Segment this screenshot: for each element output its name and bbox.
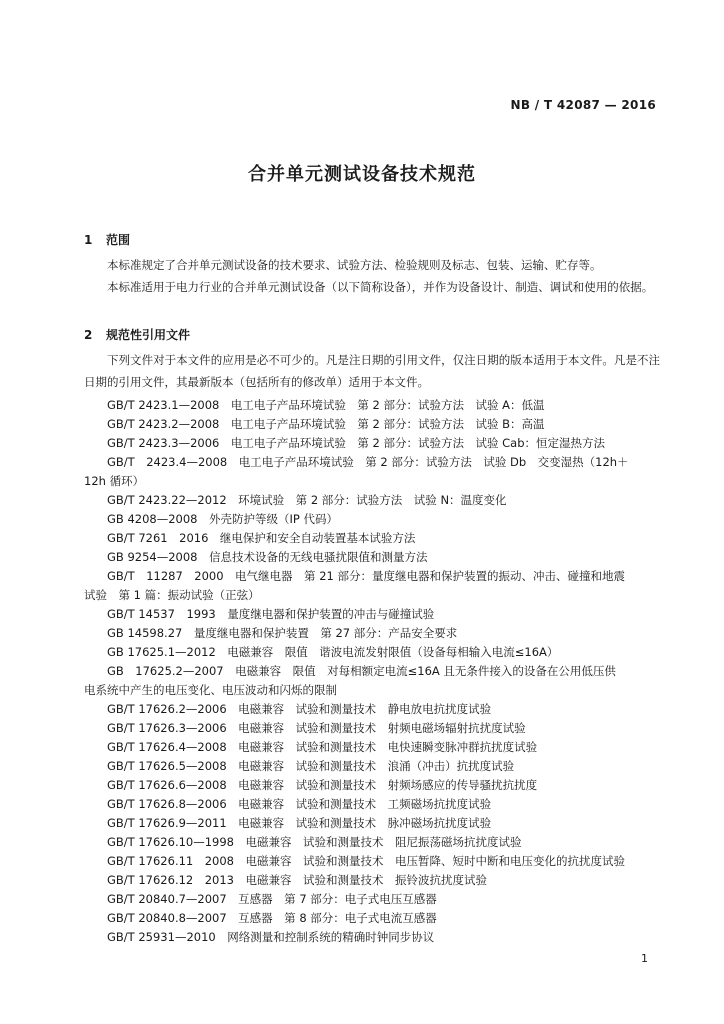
section-2-heading <box>84 326 190 343</box>
reference-item: GB/T 17626.10—1998 电磁兼容 试验和测量技术 阻尼振荡磁场抗扰度试验 <box>107 835 522 849</box>
reference-item: GB/T 17626.4—2008 电磁兼容 试验和测量技术 电快速瞬变脉冲群抗扰度试验 <box>107 740 538 754</box>
reference-item: GB 9254—2008 信息技术设备的无线电骚扰限值和测量方法 <box>107 550 428 564</box>
section-1-para-1-text: 本标准规定了合并单元测试设备的技术要求、试验方法、检验规则及标志、包装、运输、贮存等。 <box>107 258 602 272</box>
reference-item: GB/T 11287 2000 电气继电器 第 21 部分：量度继电器和保护装置的振动、冲击、碰撞和地震 <box>107 569 625 583</box>
reference-item: GB/T 17626.11 2008 电磁兼容 试验和测量技术 电压暂降、短时中断和电压变化的抗扰度试验 <box>107 854 625 868</box>
reference-item: GB 4208—2008 外壳防护等级（IP 代码） <box>107 512 338 526</box>
reference-item: GB/T 7261 2016 继电保护和安全自动装置基本试验方法 <box>107 531 416 545</box>
reference-item: GB/T 2423.22—2012 环境试验 第 2 部分：试验方法 试验 N：温度变化 <box>107 493 507 507</box>
reference-item: GB/T 14537 1993 量度继电器和保护装置的冲击与碰撞试验 <box>107 607 435 621</box>
section-1-para-2-text: 本标准适用于电力行业的合并单元测试设备（以下简称设备），并作为设备设计、制造、调试和使用的依据。 <box>107 280 654 294</box>
standard-code: NB / T 42087 — 2016 <box>510 98 656 112</box>
reference-item: GB/T 17626.9—2011 电磁兼容 试验和测量技术 脉冲磁场抗扰度试验 <box>107 816 492 830</box>
reference-item: GB/T 2423.4—2008 电工电子产品环境试验 第 2 部分：试验方法 试验 Db 交变湿热（12h＋ <box>107 455 629 469</box>
reference-item-continuation: 电系统中产生的电压变化、电压波动和闪烁的限制 <box>84 683 337 697</box>
reference-item-continuation: 试验 第 1 篇：振动试验（正弦） <box>84 588 260 602</box>
reference-item: GB/T 25931—2010 网络测量和控制系统的精确时钟同步协议 <box>107 930 435 944</box>
section-2-intro-text: 下列文件对于本文件的应用是必不可少的。凡是注日期的引用文件，仅注日期的版本适用于本文件。凡是不注日期的引用文件，其最新版本（包括所有的修改单）适用于本文件。 <box>84 353 660 389</box>
reference-item: GB/T 20840.7—2007 互感器 第 7 部分：电子式电压互感器 <box>107 892 437 906</box>
section-2-title: 规范性引用文件 <box>106 328 191 342</box>
reference-item: GB/T 17626.5—2008 电磁兼容 试验和测量技术 浪涌（冲击）抗扰度试验 <box>107 759 515 773</box>
section-1-number: 1 <box>84 233 93 247</box>
reference-item: GB/T 17626.6—2008 电磁兼容 试验和测量技术 射频场感应的传导骚扰抗扰度 <box>107 778 538 792</box>
reference-item: GB/T 17626.3—2006 电磁兼容 试验和测量技术 射频电磁场辐射抗扰度试验 <box>107 721 526 735</box>
reference-item: GB 17625.2—2007 电磁兼容 限值 对每相额定电流≤16A 且无条件接入的设备在公用低压供 <box>107 664 616 678</box>
reference-item: GB/T 17626.8—2006 电磁兼容 试验和测量技术 工频磁场抗扰度试验 <box>107 797 492 811</box>
reference-item: GB 17625.1—2012 电磁兼容 限值 谐波电流发射限值（设备每相输入电流≤16A） <box>107 645 559 659</box>
reference-item: GB/T 20840.8—2007 互感器 第 8 部分：电子式电流互感器 <box>107 911 437 925</box>
section-1-title: 范围 <box>106 233 131 247</box>
section-1-heading <box>84 231 130 248</box>
section-1-para-1 <box>84 254 660 276</box>
reference-item: GB/T 2423.2—2008 电工电子产品环境试验 第 2 部分：试验方法 试验 B：高温 <box>107 417 545 431</box>
reference-item-continuation: 12h 循环） <box>84 474 145 488</box>
section-1-para-2 <box>84 276 660 298</box>
page-number: 1 <box>641 952 648 965</box>
reference-item: GB/T 2423.1—2008 电工电子产品环境试验 第 2 部分：试验方法 试验 A：低温 <box>107 398 545 412</box>
section-2-intro <box>84 349 660 393</box>
section-2-number: 2 <box>84 328 93 342</box>
reference-item: GB 14598.27 量度继电器和保护装置 第 27 部分：产品安全要求 <box>107 626 458 640</box>
reference-item: GB/T 2423.3—2006 电工电子产品环境试验 第 2 部分：试验方法 试验 Cab：恒定湿热方法 <box>107 436 606 450</box>
reference-item: GB/T 17626.12 2013 电磁兼容 试验和测量技术 振铃波抗扰度试验 <box>107 873 487 887</box>
reference-item: GB/T 17626.2—2006 电磁兼容 试验和测量技术 静电放电抗扰度试验 <box>107 702 492 716</box>
document-title: 合并单元测试设备技术规范 <box>248 164 476 185</box>
